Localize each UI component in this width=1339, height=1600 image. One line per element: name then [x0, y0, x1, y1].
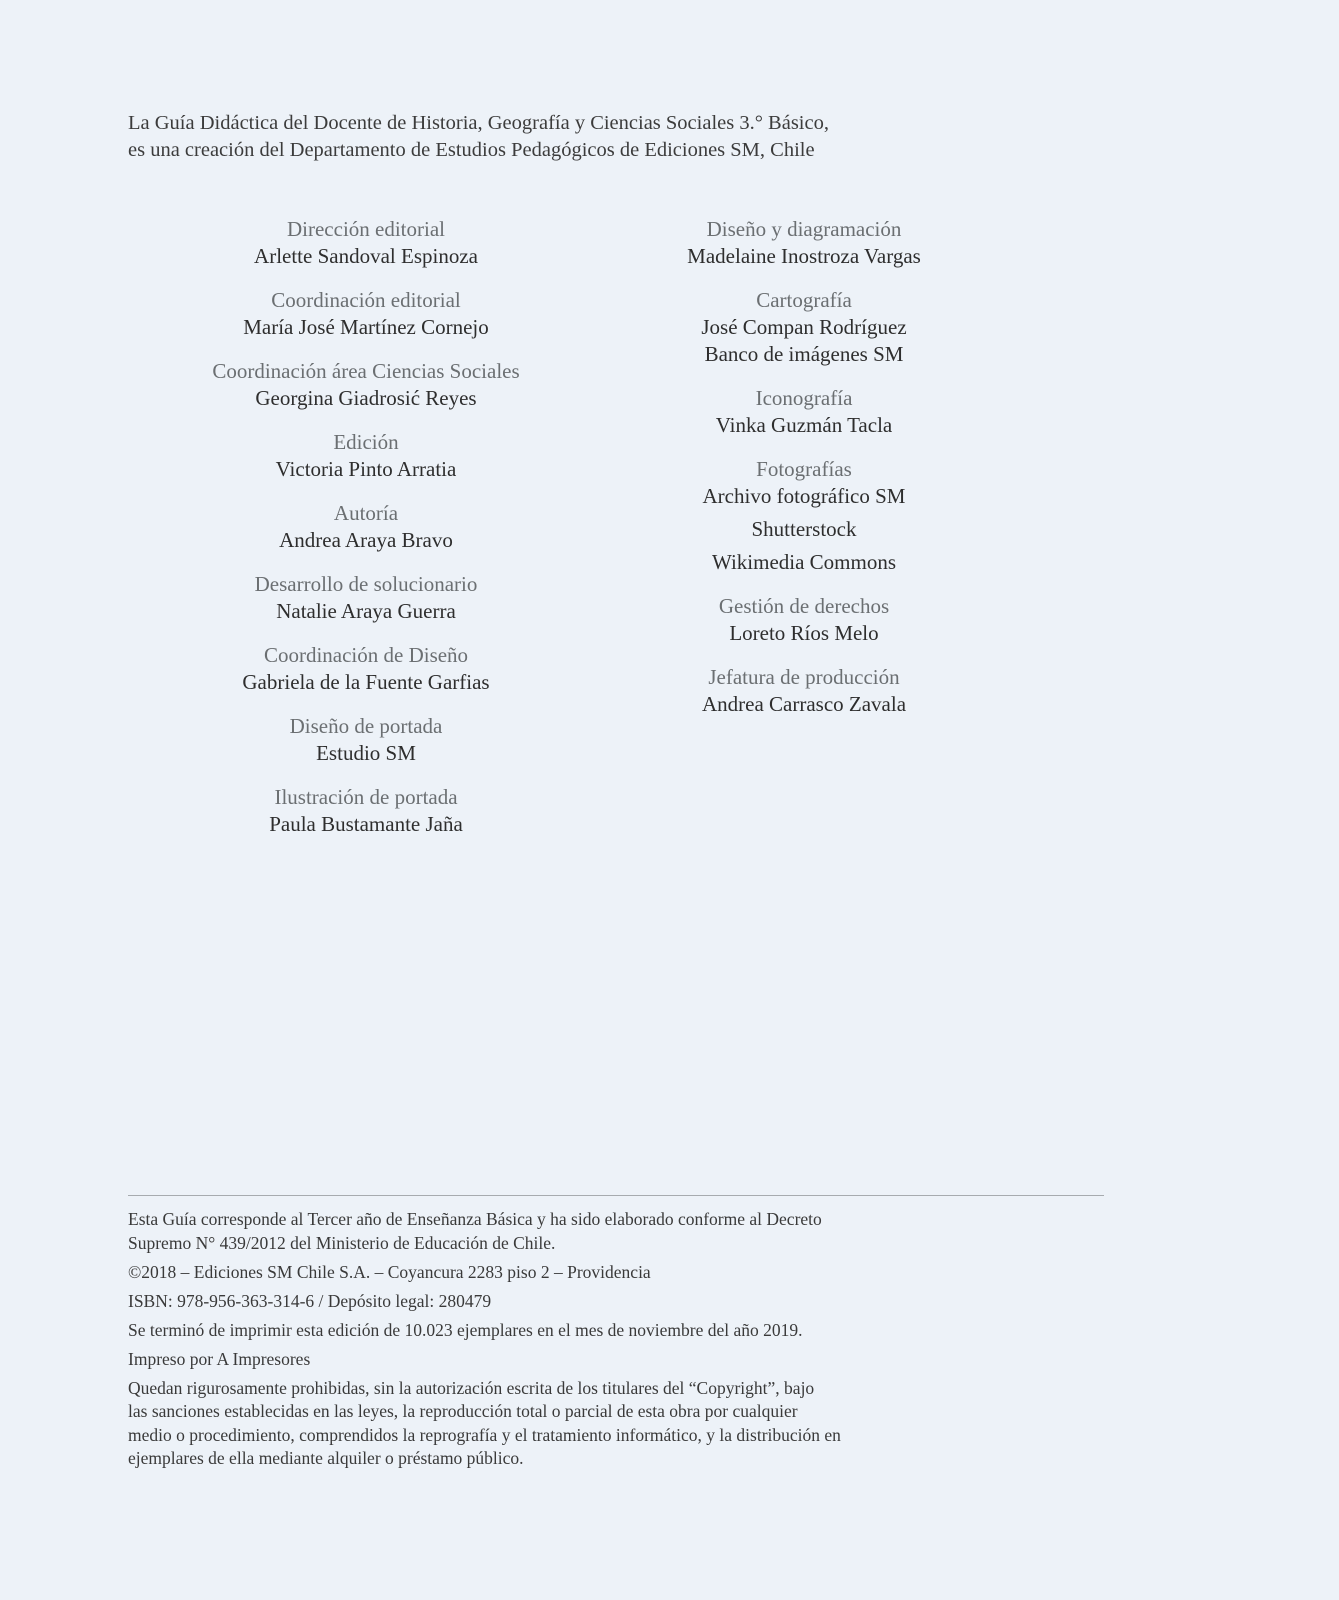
- decree-note: [128, 1208, 958, 1255]
- credit-entry: [156, 429, 576, 483]
- credit-entry: [594, 664, 1014, 718]
- printing-line: Se terminó de imprimir esta edición de 10.023 ejemplares en el mes de noviembre del año 2019.: [128, 1319, 803, 1340]
- credit-entry: [156, 287, 576, 341]
- credit-entry: [594, 385, 1014, 439]
- credit-person: Paula Bustamante Jaña: [269, 812, 463, 836]
- credit-person: Natalie Araya Guerra: [276, 599, 456, 623]
- credit-role: Coordinación de Diseño: [263, 643, 469, 667]
- credit-person: Loreto Ríos Melo: [729, 621, 879, 645]
- rights-line: ejemplares de ella mediante alquiler o préstamo público.: [128, 1448, 524, 1468]
- credit-person: Archivo fotográfico SM: [702, 484, 906, 508]
- intro-statement: [128, 110, 1028, 164]
- credit-role: Diseño y diagramación: [706, 217, 902, 241]
- rights-notice: [128, 1377, 958, 1471]
- credit-person: Andrea Araya Bravo: [279, 528, 453, 552]
- credit-role: Diseño de portada: [289, 714, 443, 738]
- credit-entry: [594, 287, 1014, 368]
- credit-role: Desarrollo de solucionario: [254, 572, 478, 596]
- credit-person: Shutterstock: [751, 517, 857, 541]
- credit-person: Estudio SM: [316, 741, 416, 765]
- printer-line: Impreso por A Impresores: [128, 1348, 311, 1369]
- credit-role: Dirección editorial: [286, 217, 445, 241]
- credit-person: Victoria Pinto Arratia: [275, 457, 457, 481]
- decree-line: Supremo N° 439/2012 del Ministerio de Educación de Chile.: [128, 1232, 556, 1253]
- credit-person: María José Martínez Cornejo: [243, 315, 489, 339]
- credit-entry: [156, 500, 576, 554]
- credit-person: Arlette Sandoval Espinoza: [254, 244, 478, 268]
- credit-person: Banco de imágenes SM: [704, 342, 904, 366]
- intro-line: es una creación del Departamento de Estudios Pedagógicos de Ediciones SM, Chile: [128, 139, 815, 161]
- copyright-line: ©2018 – Ediciones SM Chile S.A. – Coyancura 2283 piso 2 – Providencia: [128, 1261, 651, 1282]
- decree-line: Esta Guía corresponde al Tercer año de Enseñanza Básica y ha sido elaborado conforme al Decreto: [128, 1209, 822, 1229]
- credit-role: Ilustración de portada: [274, 785, 458, 809]
- credit-role: Gestión de derechos: [718, 594, 890, 618]
- credit-entry: [156, 642, 576, 696]
- credit-entry: [156, 713, 576, 767]
- credit-role: Autoría: [333, 501, 399, 525]
- credits-left-column: [156, 216, 576, 855]
- credit-entry: [156, 216, 576, 270]
- imprint-footer: [128, 1208, 958, 1476]
- credits-right-column: [594, 216, 1014, 735]
- credit-role: Coordinación editorial: [271, 288, 461, 312]
- credit-entry: [594, 216, 1014, 270]
- isbn-line: ISBN: 978-956-363-314-6 / Depósito legal: 280479: [128, 1290, 492, 1311]
- credit-person: José Compan Rodríguez: [701, 315, 907, 339]
- credit-role: Iconografía: [755, 386, 853, 410]
- intro-line: La Guía Didáctica del Docente de Historia, Geografía y Ciencias Sociales 3.° Básico,: [128, 112, 829, 134]
- credit-role: Coordinación área Ciencias Sociales: [212, 359, 520, 383]
- credit-person: Andrea Carrasco Zavala: [701, 692, 907, 716]
- credit-person: Madelaine Inostroza Vargas: [687, 244, 921, 268]
- rights-line: Quedan rigurosamente prohibidas, sin la autorización escrita de los titulares del “Copyright”, bajo: [128, 1377, 815, 1398]
- credit-role: Fotografías: [756, 457, 852, 481]
- credit-entry: [156, 358, 576, 412]
- credit-person: Vinka Guzmán Tacla: [715, 413, 893, 437]
- rights-line: medio o procedimiento, comprendidos la reprografía y el tratamiento informático, y la distribución en: [128, 1424, 841, 1445]
- credit-person: Wikimedia Commons: [711, 550, 897, 574]
- credit-entry: [594, 456, 1014, 576]
- credit-role: Cartografía: [756, 288, 852, 312]
- footer-divider: [128, 1195, 1104, 1196]
- credit-role: Edición: [333, 430, 399, 454]
- credit-entry: [594, 593, 1014, 647]
- credit-entry: [156, 571, 576, 625]
- rights-line: las sanciones establecidas en las leyes, la reproducción total o parcial de esta obra por cualquier: [128, 1401, 798, 1421]
- credit-entry: [156, 784, 576, 838]
- credit-role: Jefatura de producción: [708, 665, 900, 689]
- credit-person: Georgina Giadrosić Reyes: [255, 386, 477, 410]
- credit-person: Gabriela de la Fuente Garfias: [242, 670, 490, 694]
